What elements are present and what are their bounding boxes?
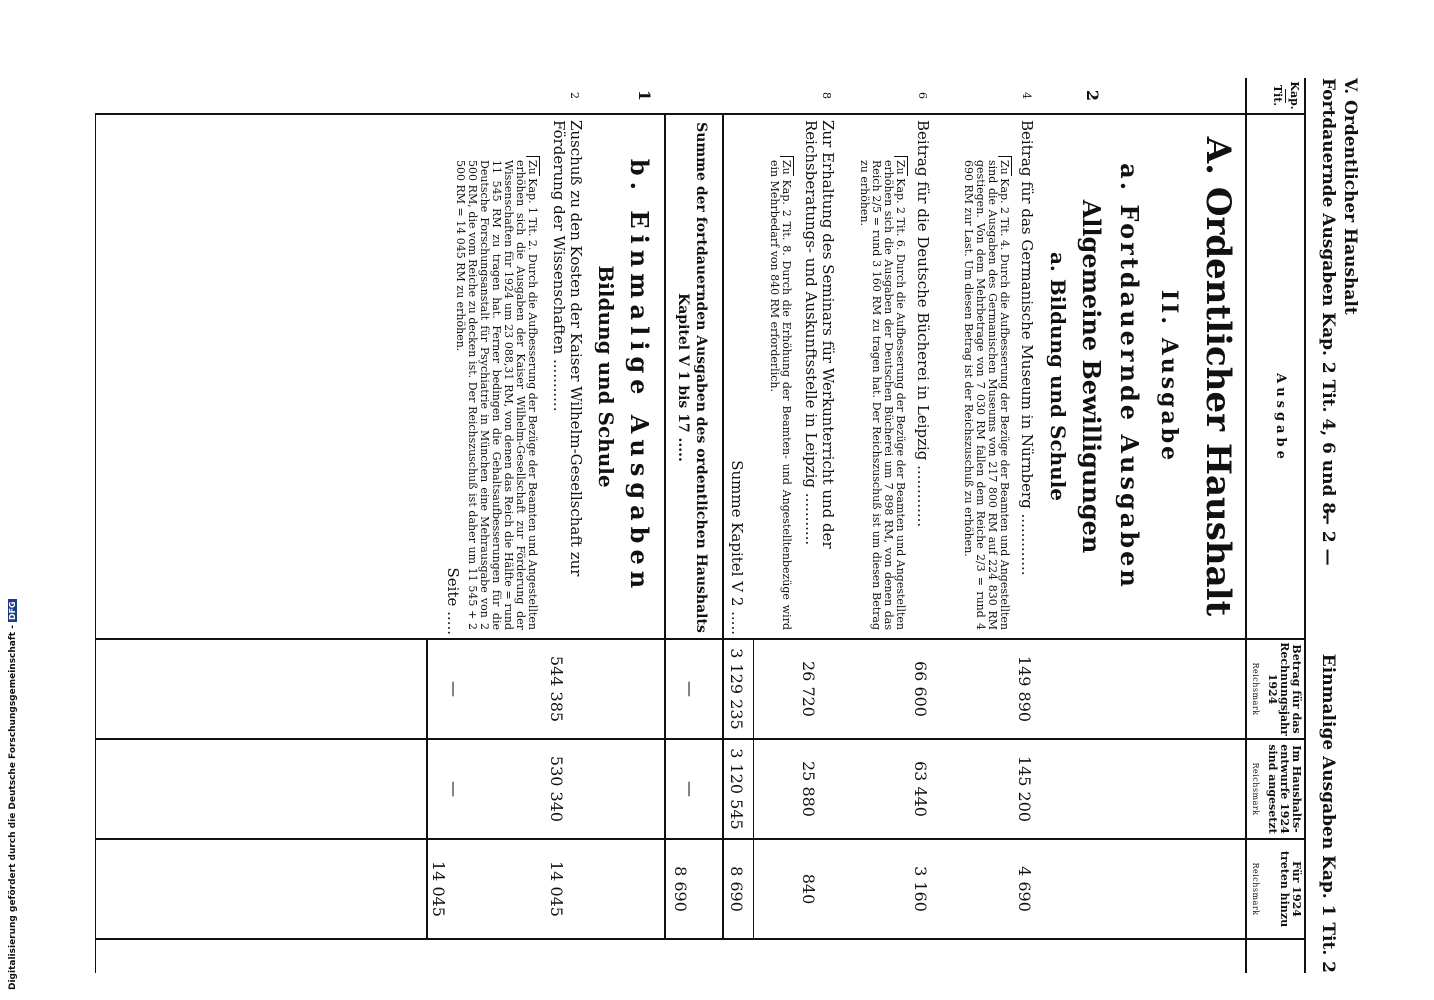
seite-label: Seite ..... [444, 567, 462, 635]
header-bottom-rule [1246, 78, 1248, 973]
col1-unit: Reichsmark [1251, 662, 1260, 716]
col-amount-rule-1 [96, 638, 1306, 640]
summe-fort-col2: — [681, 781, 700, 797]
col3-header: Für 1924 treten hinzu [1278, 850, 1303, 928]
col-ausgabe-header: Ausgabe [1273, 373, 1288, 463]
header-left: Fortdauernde Ausgaben Kap. 2 Tit. 4, 6 und 8. [1318, 78, 1338, 521]
tit-8: 8 [820, 92, 833, 99]
row-8-text: Zur Erhaltung des Seminars für Werkunterricht und der Reichsberatungs- und Auskunftsstelle in Leipzig ........... [802, 120, 837, 549]
page-number: — 2 — [1318, 508, 1338, 566]
row-2-text: Zuschuß zu den Kosten der Kaiser Wilhelm-Gesellschaft zur Förderung der Wissenschaften ........... [550, 120, 585, 577]
row-2-col1: 544 385 [547, 655, 566, 723]
col-amount-rule-2 [96, 738, 1306, 740]
rotated-page [90, 78, 1360, 978]
row-6-text: Beitrag für die Deutsche Bücherei in Leipzig ............. [914, 120, 932, 528]
row-2-note: Zu Kap. 1 Tit. 2. Durch die Aufbesserung der Bezüge der Beamten und Angestellten erhöhen sich die Ausgaben der Kaiser Wilhelm-Gesellschaft zur Förderung der Wissenschaften für 1924 um 23 088,31 RM, von denen das Reich die Hälfte = rund 11 545 RM zu tragen hat. Ferner bedingen die Gehaltsaufbesserungen für die Deutsche Forschungsanstalt für Psychiatrie in München eine Mehrausgabe von 2 500 RM, die vom Reiche zu decken ist. Der Reichszuschuß ist daher um 11 545 + 2 500 RM = 14 045 RM zu erhöhen. [454, 160, 539, 630]
summe-kapitel-col2: 3 120 545 [727, 748, 746, 830]
heading-ordentlicher-haushalt: A. Ordentlicher Haushalt [1198, 136, 1238, 617]
row-6-col2: 63 440 [911, 761, 930, 817]
row-8-col2: 25 880 [799, 761, 818, 817]
header-title: V. Ordentlicher Haushalt [1340, 78, 1360, 315]
row-4-note: Zu Kap. 2 Tit. 4. Durch die Aufbesserung der Bezüge der Beamten und Angestellten sind die Ausgaben des Germanischen Museums von 217 800 RM auf 224 830 RM gestiegen. Von dem Mehrbetrage von 7 030 RM fallen dem Reiche 2/3 = rund 4 690 RM zur Last. Um diesen Betrag ist der Reichszuschuß zu erhöhen. [962, 160, 1011, 630]
row-2-col2: 530 340 [547, 755, 566, 823]
row-4-col3: 4 690 [1015, 866, 1034, 912]
row-6-note: Zu Kap. 2 Tit. 6. Durch die Aufbesserung der Bezüge der Beamten und Angestellten erhöhen sich die Ausgaben der Deutschen Bücherei um 7 898 RM, von denen das Reich 2/5 = rund 3 160 RM zu tragen hat. Der Reichszuschuß ist um diesen Betrag zu erhöhen. [858, 160, 907, 630]
summe-kapitel-label: Summe Kapitel V 2 ..... [728, 460, 746, 635]
summe-kapitel-col3: 8 690 [727, 866, 746, 912]
summe-fort-col3: 8 690 [671, 866, 690, 912]
heading-allgemeine: Allgemeine Bewilligungen [1077, 199, 1106, 554]
summe-fort-col1: — [681, 681, 700, 697]
kap-number-2: 2 [1083, 89, 1102, 102]
seite-col2: — [445, 781, 464, 797]
row-4-text: Beitrag für das Germanische Museum in Nürnberg ............. [1018, 120, 1036, 576]
col1-header: Betrag für das Rechnungsjahr 1924 [1266, 642, 1303, 736]
row-4-col2: 145 200 [1015, 755, 1034, 823]
heading-ausgabe: II. Ausgabe [1156, 289, 1182, 464]
tit-2: 2 [568, 92, 581, 99]
heading-bildung-2: Bildung und Schule [594, 265, 618, 488]
col-kap-header: Kap. Tit. [1271, 81, 1301, 110]
heading-einmalige: b. Einmalige Ausgaben [625, 158, 654, 595]
header-right: Einmalige Ausgaben Kap. 1 Tit. 2 [1318, 653, 1338, 973]
header-subtitle [1318, 78, 1338, 973]
seite-col1: — [445, 681, 464, 697]
col2-unit: Reichsmark [1251, 762, 1260, 816]
row-4-col1: 149 890 [1015, 655, 1034, 723]
heading-fortdauernde: a. Fortdauernde Ausgaben [1115, 163, 1144, 590]
digitization-credit: Digitalisierung gefördert durch die Deutsche Forschungsgemeinschaft -DFG [8, 601, 18, 990]
row-6-col1: 66 600 [911, 661, 930, 717]
summe-kapitel-col1: 3 129 235 [727, 648, 746, 730]
summe-fort-label: Summe der fortdauernden Ausgaben des ordentlichen Haushalts Kapitel V 1 bis 17 ..... [675, 122, 709, 633]
col-amount-rule-3 [96, 838, 1306, 840]
row-2-col3: 14 045 [547, 861, 566, 917]
seite-col3: 14 045 [429, 861, 448, 917]
col2-header: Im Haushalts-entwurfe 1924 sind angesetzt [1266, 744, 1303, 834]
tit-6: 6 [916, 92, 929, 99]
heading-bildung: a. Bildung und Schule [1046, 251, 1070, 502]
col3-unit: Reichsmark [1251, 862, 1260, 916]
row-8-note: Zu Kap. 2 Tit. 8. Durch die Erhöhung der Beamten- und Angestelltenbezüge wird ein Mehrbedarf von 840 RM erforderlich. [768, 160, 793, 630]
dfg-logo: DFG [8, 601, 17, 621]
tit-4: 4 [1020, 92, 1033, 99]
row-8-col3: 840 [799, 873, 818, 905]
kap-number-1: 1 [635, 89, 654, 102]
row-8-col1: 26 720 [799, 661, 818, 717]
row-6-col3: 3 160 [911, 866, 930, 912]
